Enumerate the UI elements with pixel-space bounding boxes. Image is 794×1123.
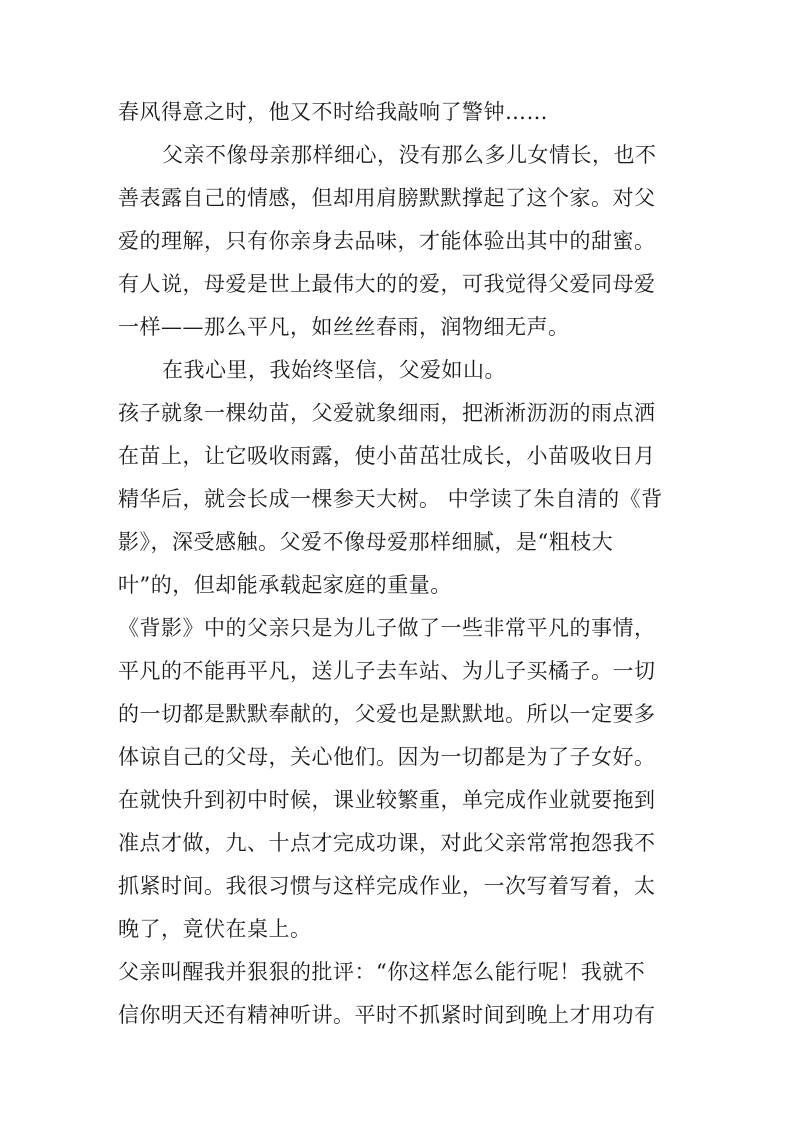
text-line: 的一切都是默默奉献的，父爱也是默默地。所以一定要多 bbox=[118, 702, 656, 726]
text-line: 晚了，竟伏在桌上。 bbox=[118, 917, 312, 941]
text-line: 孩子就象一棵幼苗，父爱就象细雨，把淅淅沥沥的雨点洒 bbox=[118, 401, 656, 425]
text-line: 在我心里，我始终坚信，父爱如山。 bbox=[162, 358, 506, 382]
text-line: 《背影》中的父亲只是为儿子做了一些非常平凡的事情， bbox=[118, 616, 656, 640]
text-line: 体谅自己的父母，关心他们。因为一切都是为了子女好。 bbox=[118, 745, 656, 769]
text-line: 父亲不像母亲那样细心，没有那么多儿女情长，也不 bbox=[162, 143, 657, 167]
text-line: 父亲叫醒我并狠狠的批评：“你这样怎么能行呢！我就不 bbox=[118, 960, 646, 984]
text-line: 平凡的不能再平凡，送儿子去车站、为儿子买橘子。一切 bbox=[118, 659, 656, 683]
text-line: 在苗上，让它吸收雨露，使小苗茁壮成长，小苗吸收日月 bbox=[118, 444, 656, 468]
text-line: 准点才做，九、十点才完成功课，对此父亲常常抱怨我不 bbox=[118, 831, 656, 855]
text-line: 爱的理解，只有你亲身去品味，才能体验出其中的甜蜜。 bbox=[118, 229, 656, 253]
text-line: 有人说，母爱是世上最伟大的的爱，可我觉得父爱同母爱 bbox=[118, 272, 656, 296]
text-line: 叶”的，但却能承载起家庭的重量。 bbox=[118, 573, 452, 597]
text-line: 信你明天还有精神听讲。平时不抓紧时间到晚上才用功有 bbox=[118, 1003, 656, 1027]
text-line: 抓紧时间。我很习惯与这样完成作业，一次写着写着，太 bbox=[118, 874, 656, 898]
text-line: 善表露自己的情感，但却用肩膀默默撑起了这个家。对父 bbox=[118, 186, 656, 210]
text-line: 精华后，就会长成一棵参天大树。 中学读了朱自清的《背 bbox=[118, 487, 663, 511]
text-line: 在就快升到初中时候，课业较繁重，单完成作业就要拖到 bbox=[118, 788, 656, 812]
text-line: 春风得意之时，他又不时给我敲响了警钟…… bbox=[118, 100, 548, 124]
text-line: 影》，深受感触。父爱不像母爱那样细腻，是“粗枝大 bbox=[118, 530, 614, 554]
text-line: 一样——那么平凡，如丝丝春雨，润物细无声。 bbox=[118, 315, 570, 339]
